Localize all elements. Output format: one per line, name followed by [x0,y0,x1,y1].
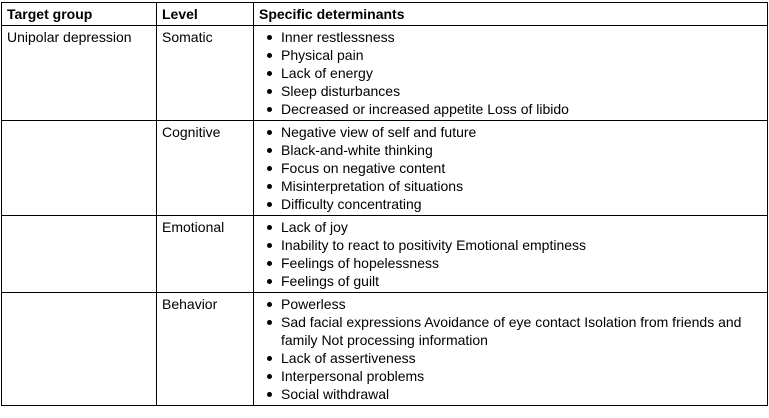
target-group-cell: Unipolar depression [2,26,157,121]
determinants-list [259,295,762,403]
table-row-emotional [2,216,768,293]
list-item: Lack of joy [281,218,762,236]
empty-cell [2,293,157,406]
header-target-group: Target group [2,3,157,26]
list-item: Black-and-white thinking [281,141,762,159]
list-item: Inability to react to positivity Emotional emptiness [281,236,762,254]
empty-cell [2,121,157,216]
list-item: Physical pain [281,46,762,64]
list-item: Feelings of hopelessness [281,254,762,272]
list-item: Difficulty concentrating [281,195,762,213]
header-row [2,3,768,26]
determinants-list [259,28,762,118]
list-item: Sad facial expressions Avoidance of eye contact Isolation from friends and family Not processing information [281,313,762,349]
list-item: Interpersonal problems [281,367,762,385]
list-item: Negative view of self and future [281,123,762,141]
determinants-list [259,218,762,290]
level-cell: Emotional [157,216,254,293]
list-item: Social withdrawal [281,385,762,403]
list-item: Decreased or increased appetite Loss of libido [281,100,762,118]
list-item: Lack of assertiveness [281,349,762,367]
determinants-list [259,123,762,213]
empty-cell [2,216,157,293]
list-item: Focus on negative content [281,159,762,177]
table-row-somatic [2,26,768,121]
determinants-cell [254,26,768,121]
list-item: Misinterpretation of situations [281,177,762,195]
list-item: Feelings of guilt [281,272,762,290]
header-determinants: Specific determinants [254,3,768,26]
level-cell: Cognitive [157,121,254,216]
determinants-cell [254,121,768,216]
list-item: Lack of energy [281,64,762,82]
determinants-cell [254,216,768,293]
list-item: Powerless [281,295,762,313]
determinants-cell [254,293,768,406]
determinants-table [1,2,768,406]
header-level: Level [157,3,254,26]
level-cell: Somatic [157,26,254,121]
list-item: Sleep disturbances [281,82,762,100]
level-cell: Behavior [157,293,254,406]
table-row-behavior [2,293,768,406]
list-item: Inner restlessness [281,28,762,46]
table-row-cognitive [2,121,768,216]
